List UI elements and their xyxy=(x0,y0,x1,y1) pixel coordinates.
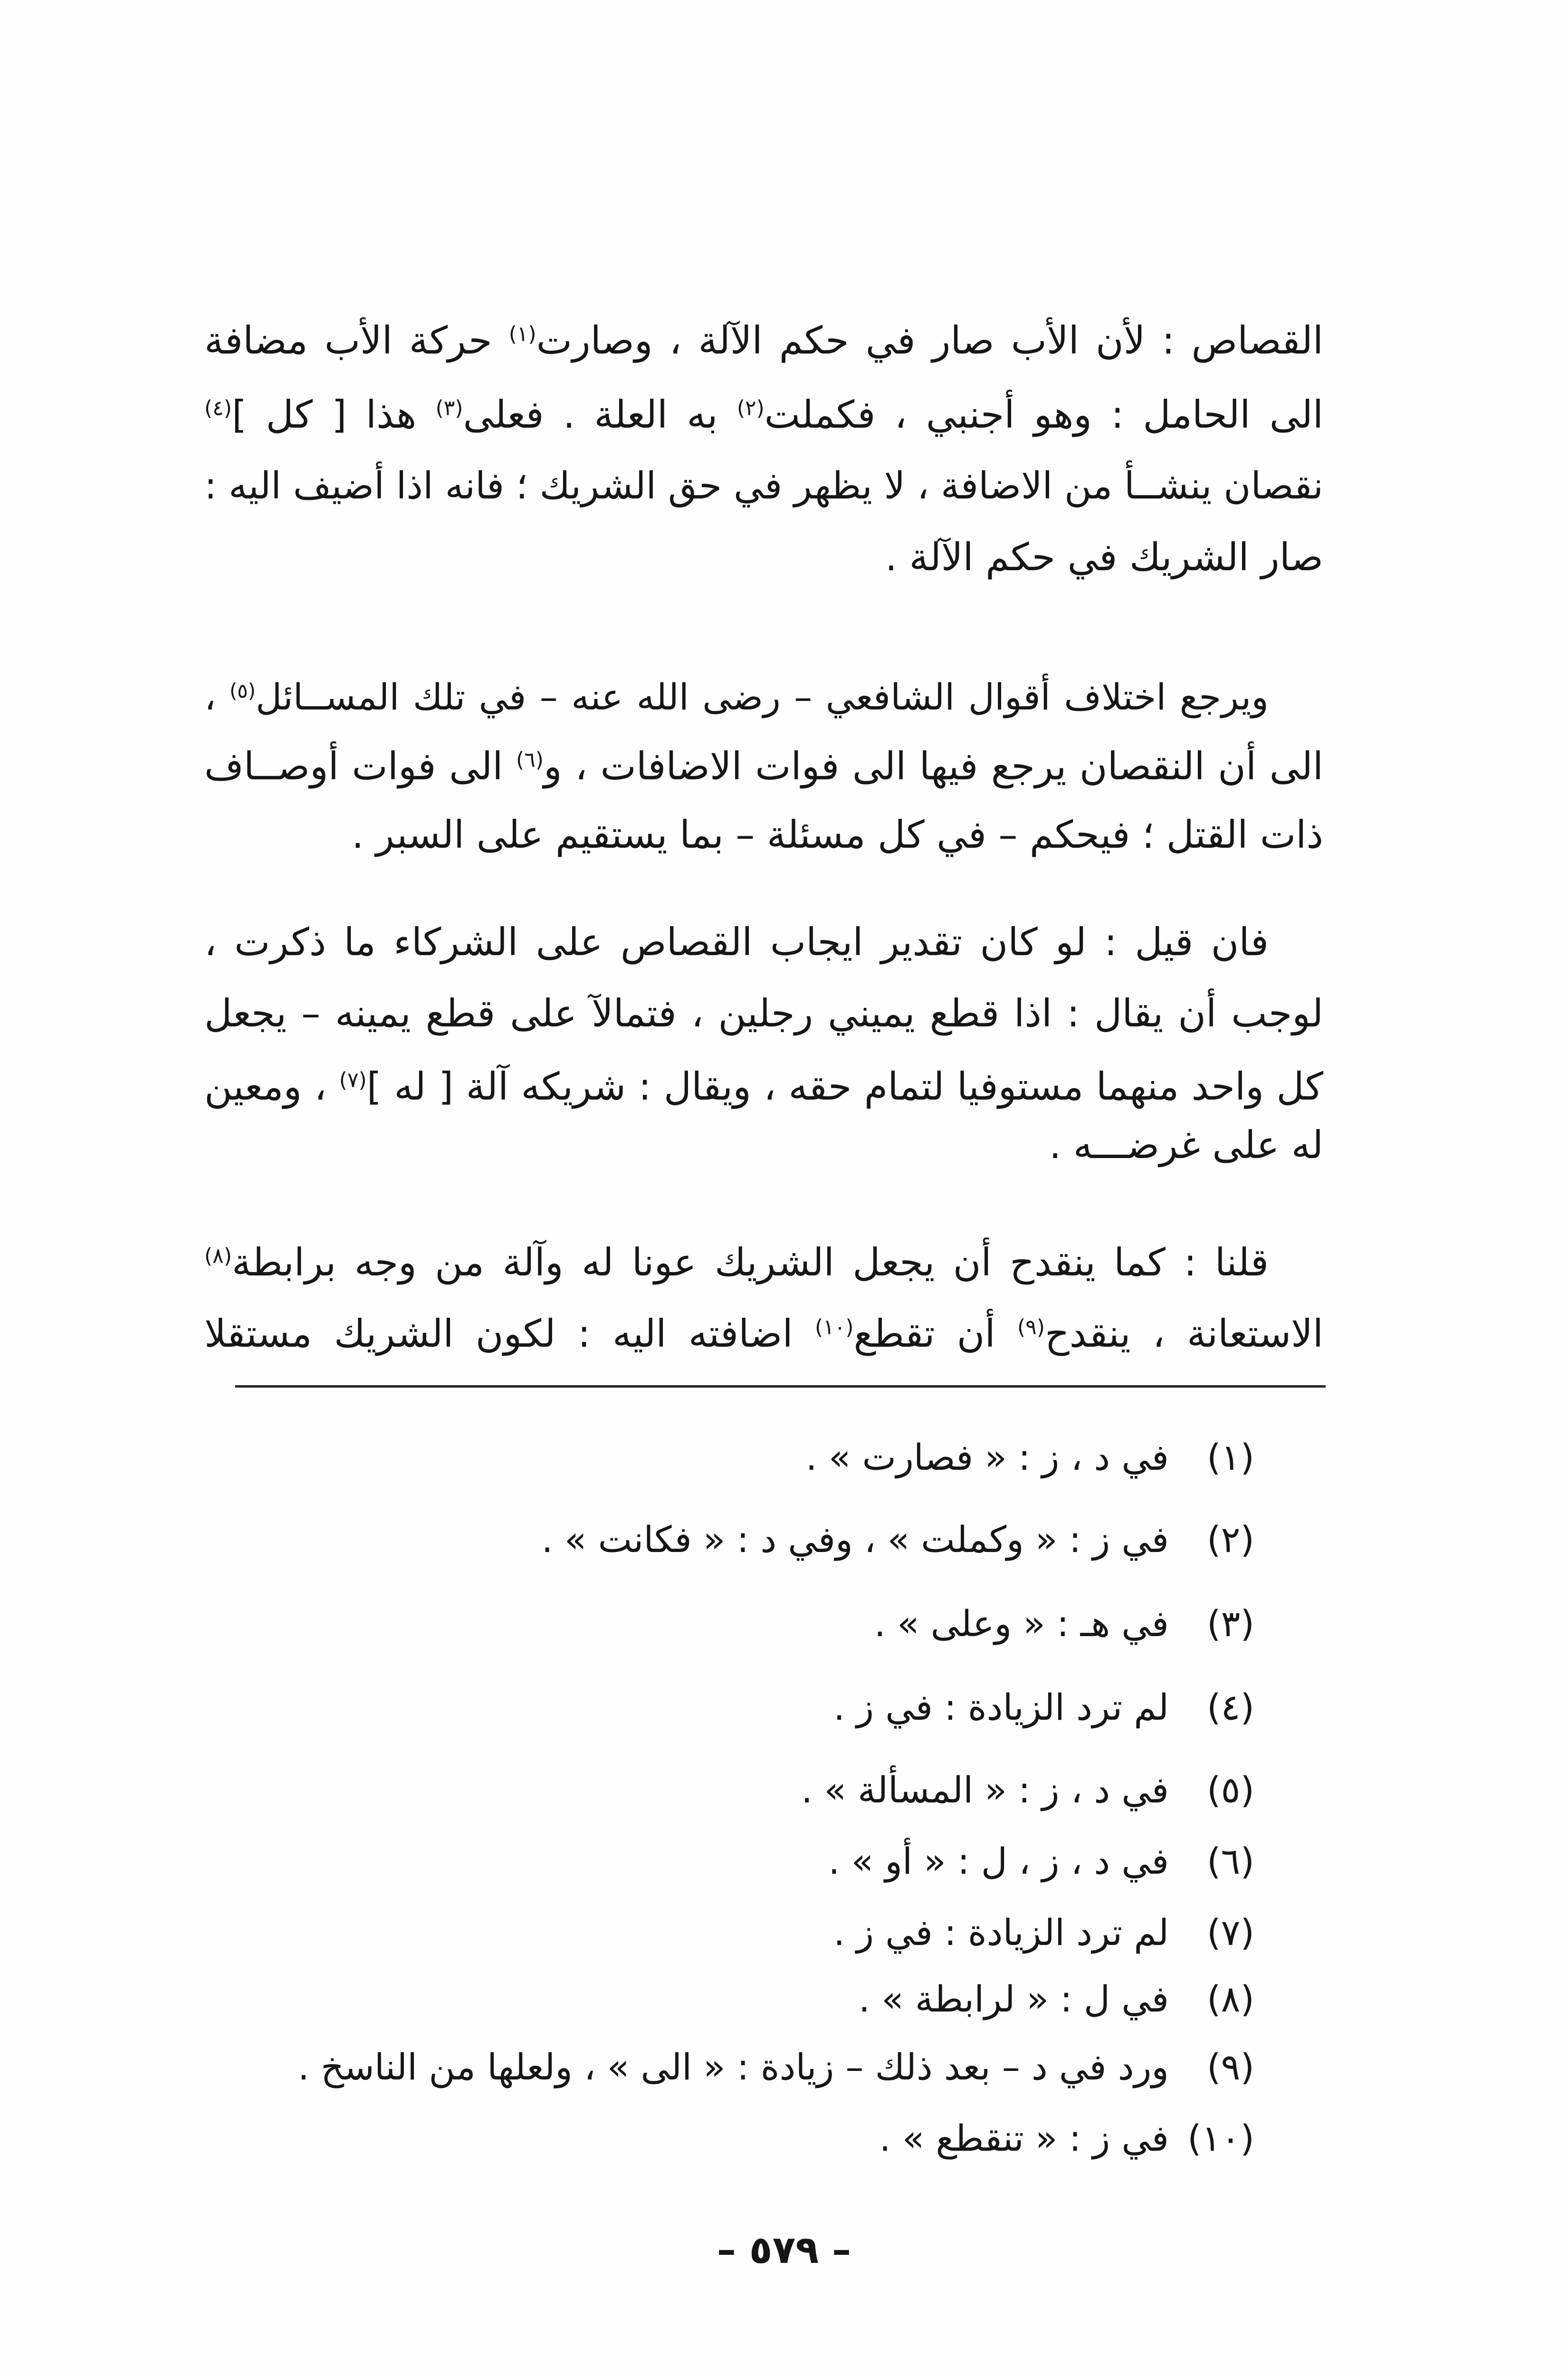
footnote-marker: (٢) xyxy=(736,396,765,421)
footnote-text: في د ، ز : « المسألة » . xyxy=(801,1769,1169,1811)
body-text-segment: هذا [ كل ] xyxy=(231,393,436,437)
footnote-marker: (٨) xyxy=(204,1244,232,1268)
footnote-number: (٨) xyxy=(1206,1978,1254,2020)
body-text-segment: فان قيل : لو كان تقدير ايجاب القصاص على الشركاء ما ذكرت ، xyxy=(204,920,1269,964)
footnote-marker: (٥) xyxy=(229,679,256,702)
body-line xyxy=(204,379,1323,450)
footnote-item xyxy=(209,1964,1254,2035)
footnote-text: ورد في د – بعد ذلك – زيادة : « الى » ، ولعلها من الناسخ . xyxy=(297,2046,1169,2088)
body-line xyxy=(204,305,1323,376)
footnote-text: في د ، ز ، ل : « أو » . xyxy=(828,1840,1169,1882)
footnote-marker: (٦) xyxy=(516,747,544,772)
body-line xyxy=(204,661,1323,733)
footnote-item xyxy=(209,1826,1254,1897)
body-line xyxy=(204,731,1323,802)
body-line xyxy=(204,1227,1323,1298)
body-line xyxy=(204,450,1323,522)
body-text-segment: ويرجع اختلاف أقوال الشافعي – رضى الله عنه – في تلك المســائل xyxy=(256,676,1269,718)
footnote-text: في هـ : « وعلى » . xyxy=(874,1602,1169,1645)
footnote-item xyxy=(209,1588,1254,1659)
footnote-marker: (١٠) xyxy=(814,1315,854,1340)
body-text-segment: الى الحامل : وهو أجنبي ، فكملت xyxy=(764,393,1324,437)
footnote-number: (٤) xyxy=(1206,1686,1254,1728)
footnote-item xyxy=(209,1672,1254,1743)
footnote-text: في ل : « لرابطة » . xyxy=(858,1978,1169,2020)
body-text-segment: حركة الأب مضافة xyxy=(204,318,509,363)
body-text-segment: قلنا : كما ينقدح أن يجعل الشريك عونا له وآلة من وجه برابطة xyxy=(231,1240,1269,1284)
body-text-segment: ، ومعين xyxy=(204,1064,339,1109)
body-text-segment: الى فوات أوصــاف xyxy=(204,744,516,788)
body-text-segment: له على غرضـــه . xyxy=(1049,1123,1323,1167)
footnote-number: (١) xyxy=(1206,1436,1254,1478)
footnote-separator xyxy=(235,1385,1326,1388)
body-text-segment: ، xyxy=(204,676,229,718)
footnote-number: (٧) xyxy=(1206,1911,1254,1954)
body-text-segment: كل واحد منهما مستوفيا لتمام حقه ، ويقال : شريكه آلة [ له ] xyxy=(366,1064,1324,1109)
body-line xyxy=(204,522,1323,593)
footnote-marker: (٧) xyxy=(339,1068,367,1092)
body-text-segment: لوجب أن يقال : اذا قطع يميني رجلين ، فتمالآ على قطع يمينه – يجعل xyxy=(204,991,1323,1035)
footnote-item xyxy=(209,2031,1254,2103)
body-line xyxy=(204,1110,1323,1181)
footnote-text: في ز : « تنقطع » . xyxy=(879,2117,1169,2159)
footnote-item xyxy=(209,2103,1254,2174)
footnote-text: في د ، ز : « فصارت » . xyxy=(805,1436,1169,1478)
body-text-segment: به العلة . فعلى xyxy=(463,393,737,437)
footnote-item xyxy=(209,1754,1254,1826)
footnote-number: (٥) xyxy=(1206,1769,1254,1811)
body-text-segment: الاستعانة ، ينقدح xyxy=(1044,1312,1323,1356)
footnote-number: (٦) xyxy=(1206,1840,1254,1882)
body-line xyxy=(204,907,1323,978)
footnote-marker: (٣) xyxy=(435,396,463,421)
footnote-text: لم ترد الزيادة : في ز . xyxy=(833,1686,1169,1728)
body-text-segment: صار الشريك في حكم الآلة . xyxy=(885,535,1323,579)
body-text-segment: أن تقطع xyxy=(853,1312,1017,1356)
footnote-item xyxy=(209,1897,1254,1968)
footnote-number: (٢) xyxy=(1206,1518,1254,1561)
footnote-number: (٩) xyxy=(1206,2046,1254,2088)
body-text-segment: القصاص : لأن الأب صار في حكم الآلة ، وصارت xyxy=(536,318,1324,363)
body-line xyxy=(204,799,1323,871)
body-text-segment: ذات القتل ؛ فيحكم – في كل مسئلة – بما يستقيم على السبر . xyxy=(352,813,1323,857)
footnote-text: في ز : « وكملت » ، وفي د : « فكانت » . xyxy=(541,1518,1169,1561)
body-text-segment: اضافته اليه : لكون الشريك مستقلا xyxy=(204,1312,815,1356)
footnote-marker: (١) xyxy=(508,322,536,346)
body-line xyxy=(204,978,1323,1049)
footnote-item xyxy=(209,1504,1254,1575)
footnote-marker: (٩) xyxy=(1017,1315,1045,1340)
body-text-segment: نقصان ينشــأ من الاضافة ، لا يظهر في حق الشريك ؛ فانه اذا أضيف اليه : xyxy=(204,465,1323,508)
footnote-number: (١٠) xyxy=(1187,2117,1254,2159)
page-number: – ٥٧٩ – xyxy=(717,2228,851,2272)
footnote-marker: (٤) xyxy=(204,396,232,421)
footnote-number: (٣) xyxy=(1206,1602,1254,1645)
body-line xyxy=(204,1298,1323,1370)
footnote-text: لم ترد الزيادة : في ز . xyxy=(833,1911,1169,1954)
footnote-item xyxy=(209,1422,1254,1493)
body-text-segment: الى أن النقصان يرجع فيها الى فوات الاضافات ، و xyxy=(544,744,1323,788)
